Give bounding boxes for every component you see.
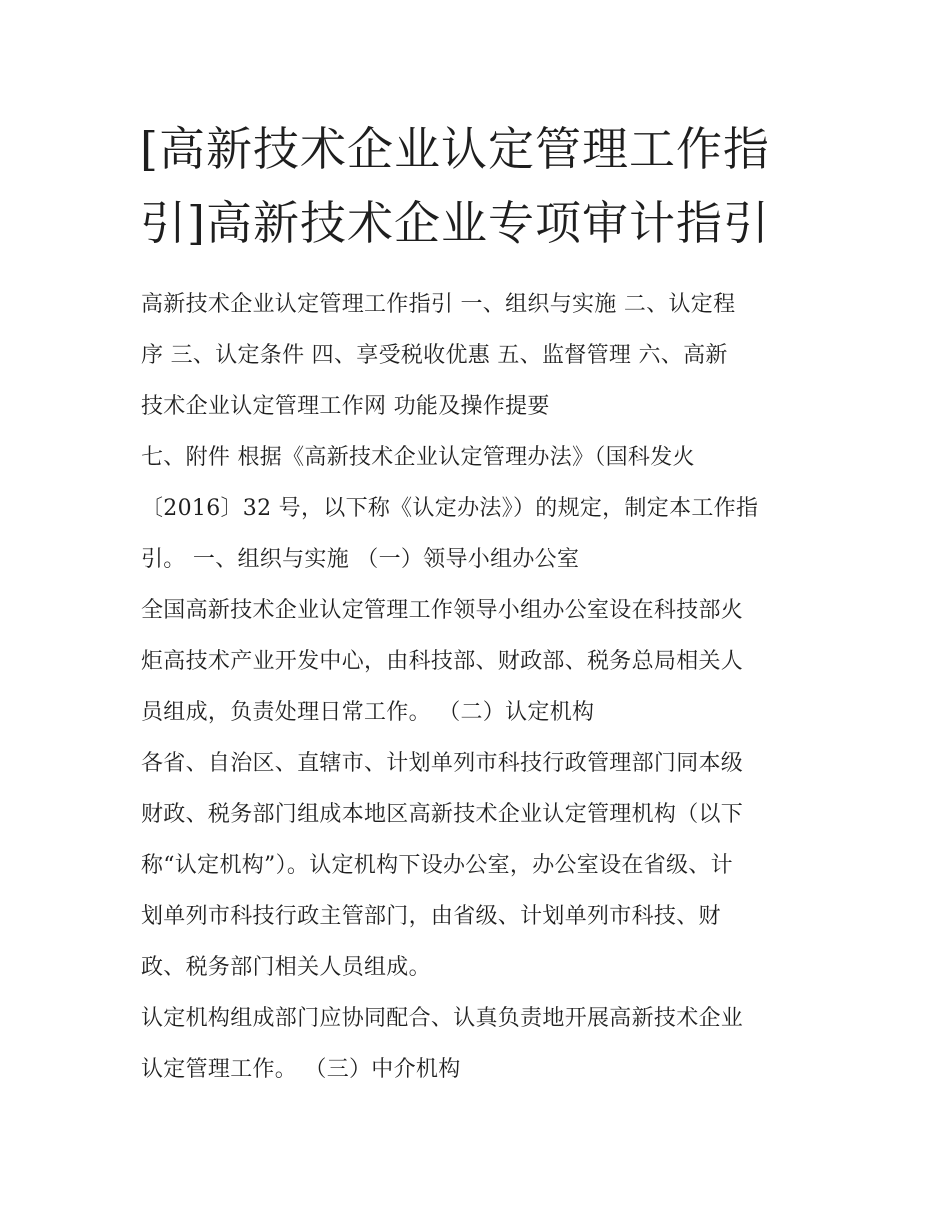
body-line: 划单列市科技行政主管部门，由省级、计划单列市科技、财	[141, 904, 721, 929]
body-line: 高新技术企业认定管理工作指引 一、组织与实施 二、认定程	[141, 292, 736, 317]
body-line: 认定管理工作。 （三）中介机构	[141, 1057, 461, 1082]
body-line: 财政、税务部门组成本地区高新技术企业认定管理机构（以下	[141, 802, 744, 827]
body-line: 炬高技术产业开发中心，由科技部、财政部、税务总局相关人	[141, 649, 744, 674]
title-line-2: 引]高新技术企业专项审计指引	[140, 196, 770, 250]
body-line: 称“认定机构”）。认定机构下设办公室，办公室设在省级、计	[141, 853, 733, 878]
body-line: 各省、自治区、直辖市、计划单列市科技行政管理部门同本级	[141, 751, 744, 776]
document-title	[140, 112, 820, 260]
body-line: 全国高新技术企业认定管理工作领导小组办公室设在科技部火	[141, 598, 744, 623]
title-line-1: [高新技术企业认定管理工作指	[140, 122, 770, 176]
body-line: 〔2016〕32 号，以下称《认定办法》）的规定，制定本工作指	[141, 496, 759, 521]
body-line: 政、税务部门相关人员组成。	[141, 955, 431, 980]
body-line: 序 三、认定条件 四、享受税收优惠 五、监督管理 六、高新	[141, 343, 728, 368]
body-line: 员组成，负责处理日常工作。 （二）认定机构	[141, 700, 595, 725]
body-line: 认定机构组成部门应协同配合、认真负责地开展高新技术企业	[141, 1006, 744, 1031]
body-line: 七、附件 根据《高新技术企业认定管理办法》（国科发火	[141, 445, 695, 470]
body-line: 引。 一、组织与实施 （一）领导小组办公室	[141, 547, 580, 572]
document-body	[141, 279, 821, 1095]
body-line: 技术企业认定管理工作网 功能及操作提要	[141, 394, 550, 419]
